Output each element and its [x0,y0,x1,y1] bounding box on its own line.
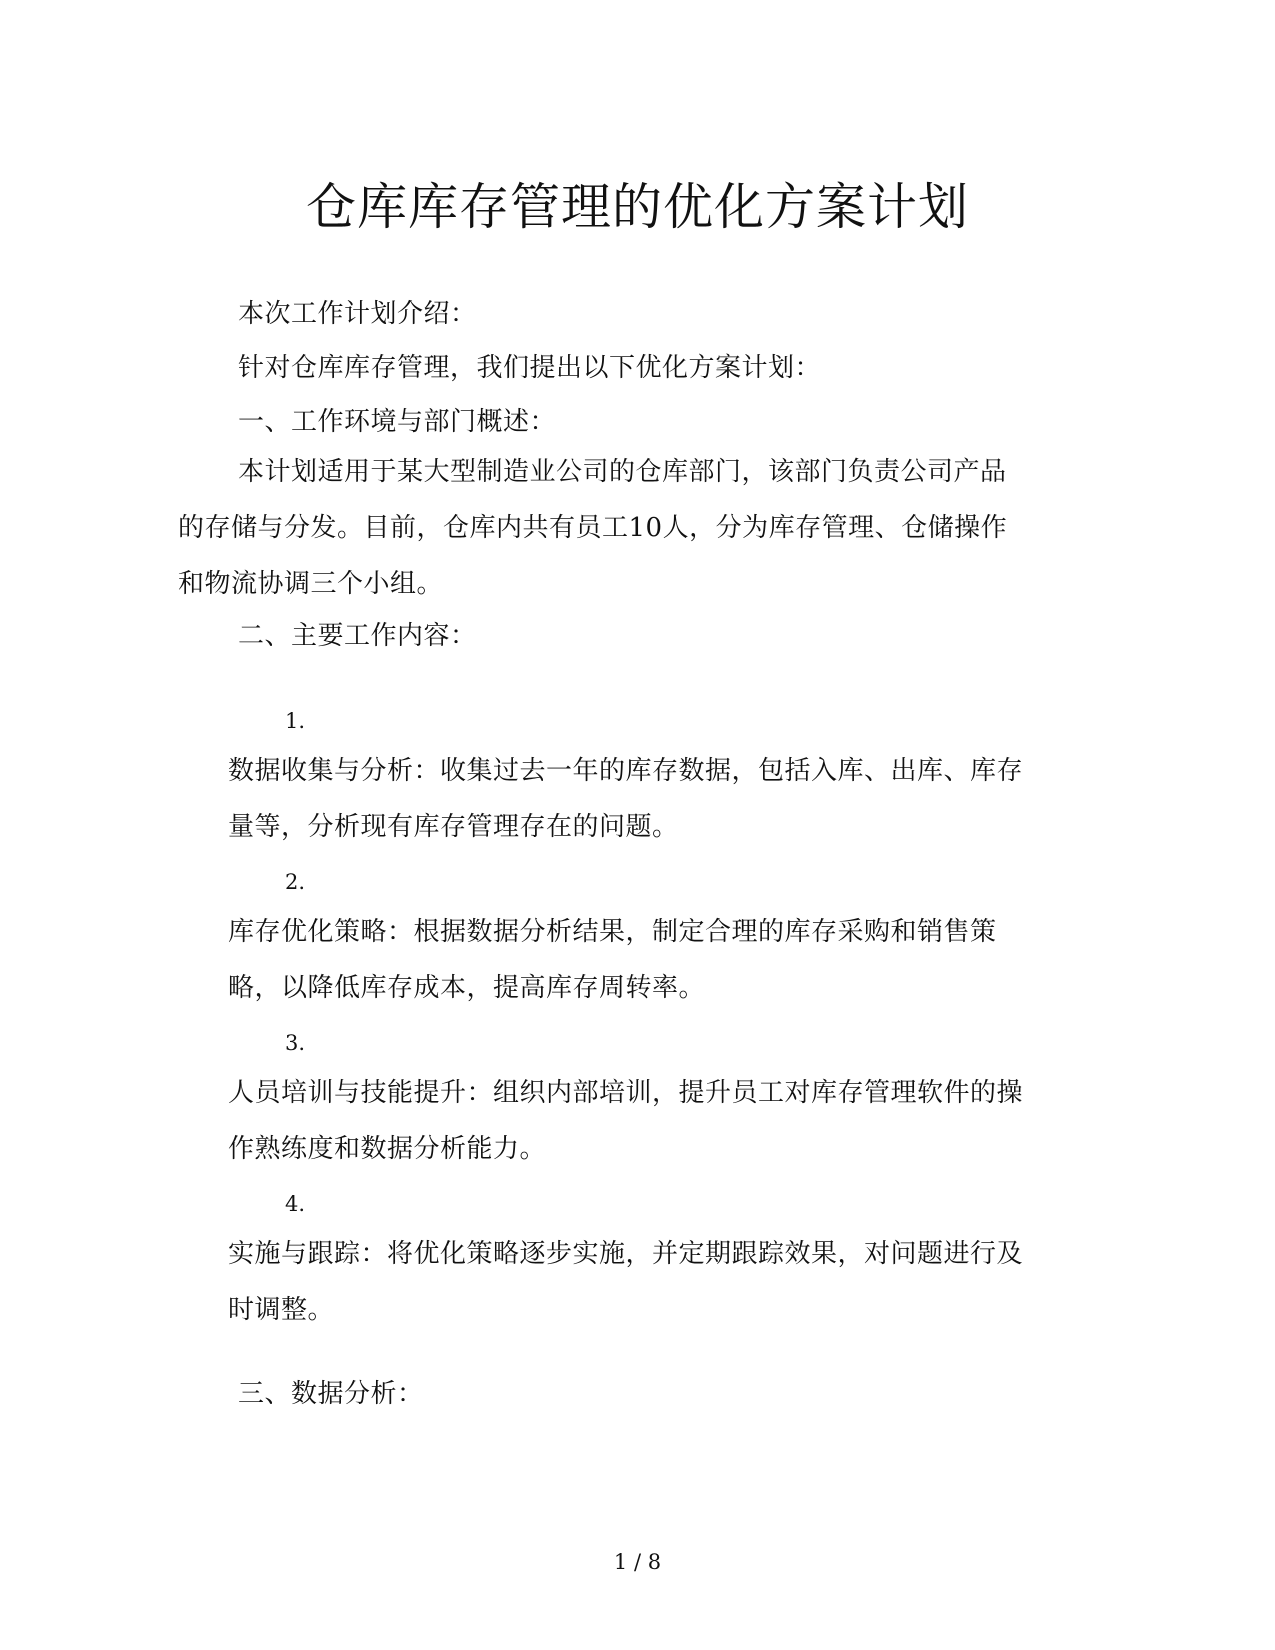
section2-heading: 二、主要工作内容： [238,621,477,651]
list-item-number: 2. [285,870,306,894]
list-item-text: 数据收集与分析：收集过去一年的库存数据，包括入库、出库、库存量等，分析现有库存管理存在的问题。 [228,756,1024,842]
intro-line: 针对仓库库存管理，我们提出以下优化方案计划： [238,353,822,383]
list-item-number: 1. [285,709,306,733]
list-item-text: 库存优化策略：根据数据分析结果，制定合理的库存采购和销售策略，以降低库存成本，提高库存周转率。 [228,917,997,1003]
list-item-text: 实施与跟踪：将优化策略逐步实施，并定期跟踪效果，对问题进行及时调整。 [228,1239,1024,1325]
page-number: 1 / 8 [613,1550,662,1574]
section3-heading: 三、数据分析： [238,1379,424,1409]
list-item-number: 4. [285,1192,306,1216]
list-item-text: 人员培训与技能提升：组织内部培训，提升员工对库存管理软件的操作熟练度和数据分析能力。 [228,1078,1024,1164]
list-item-number: 3. [285,1031,306,1055]
section1-body: 本计划适用于某大型制造业公司的仓库部门，该部门负责公司产品的存储与分发。目前，仓库内共有员工10人，分为库存管理、仓储操作和物流协调三个小组。 [178,457,1008,599]
section1-heading: 一、工作环境与部门概述： [238,407,557,437]
document-title: 仓库库存管理的优化方案计划 [306,178,969,236]
intro-heading: 本次工作计划介绍： [238,299,477,329]
